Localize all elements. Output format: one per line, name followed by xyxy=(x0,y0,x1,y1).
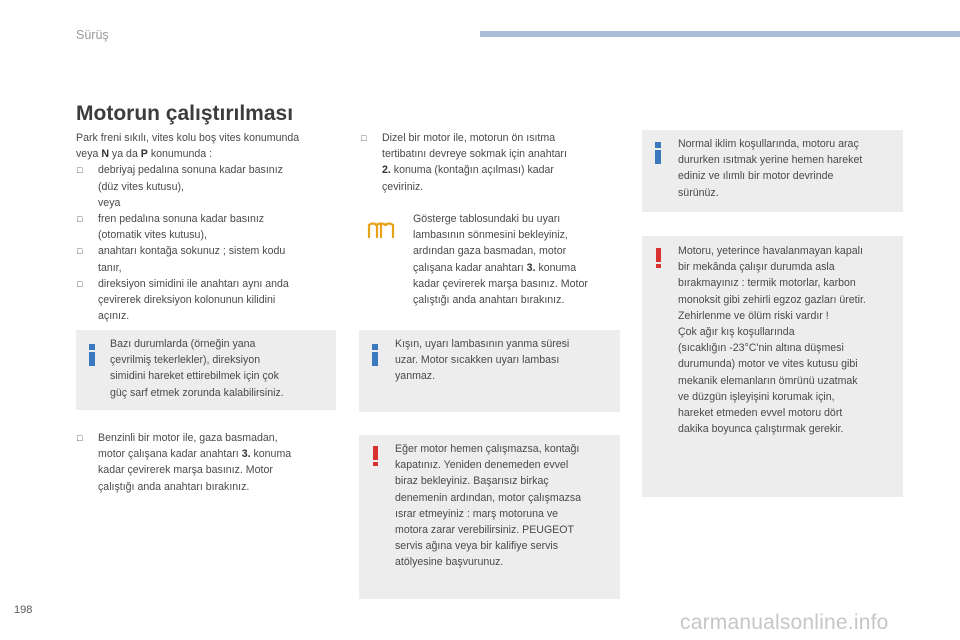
intro-text: Park freni sıkılı, vites kolu boş vites konumunda veya N ya da P konumunda : xyxy=(76,132,300,161)
warning-box-ventilation: Motoru, yeterince havalanmayan kapalı bir mekânda çalışır durumda asla bırakmayınız : termik motorlar, karbon monoksit gibi zehirli egzoz gazları üretir. Zehirlenme ve ölüm riski vardır ! Çok ağır kış koşullarında (sıcaklığın -23°C'nin altına düşmesi durumunda) motor ve vites kutusu gibi mekanik elemanların ömrünü uzatmak ve düzgün işleyişini korumak için, hareket etmeden evvel motoru dört dakika boyunca çalıştırmak gerekir. xyxy=(642,236,903,497)
info-icon xyxy=(88,344,96,366)
procedure-column-1 xyxy=(76,130,346,324)
list-item: □ direksiyon simidini ile anahtarı aynı anda çevirerek direksiyon kolonunun kilidini açınız. xyxy=(77,277,289,323)
checkbox-bullet-icon: □ xyxy=(361,133,367,143)
watermark: carmanualsonline.info xyxy=(680,611,889,634)
info-box-steering: Bazı durumlarda (örneğin yana çevrilmiş tekerlekler), direksiyon simidini hareket ettirebilmek için çok güç sarf etmek zorunda kalabilirsiniz. xyxy=(76,330,336,410)
page-number: 198 xyxy=(14,604,33,616)
info-box-warm-up: Normal iklim koşullarında, motoru araç dururken ısıtmak yerine hemen hareket ediniz ve ılımlı bir motor devrinde sürünüz. xyxy=(642,130,903,212)
list-item: □ fren pedalına sonuna kadar basınız (otomatik vites kutusu), xyxy=(77,213,265,242)
list-item: □ Benzinli bir motor ile, gaza basmadan, motor çalışana kadar anahtarı 3. konuma kadar çevirerek marşa basınız. Motor çalıştığı anda anahtarı bırakınız. xyxy=(77,432,292,493)
warning-box-engine-start: Eğer motor hemen çalışmazsa, kontağı kapatınız. Yeniden denemeden evvel biraz bekleyiniz. Başarısız birkaç denemenin ardından, motor çalışmazsa ısrar etmeyiniz : marş motoruna ve motora zarar verebilirsiniz. PEUGEOT servis ağına veya bir kalifiye servis atölyesine başvurunuz. xyxy=(359,435,620,599)
info-icon xyxy=(371,344,379,366)
glow-plug-instructions: Gösterge tablosundaki bu uyarı lambasının sönmesini bekleyiniz, ardından gaza basmadan, motor çalışana kadar anahtarı 3. konuma kadar çevirerek marşa basınız. Motor çalıştığı anda anahtarı bırakınız. xyxy=(413,213,588,307)
info-box-warning-lamp: Kışın, uyarı lambasının yanma süresi uzar. Motor sıcakken uyarı lambası yanmaz. xyxy=(359,330,620,412)
header-accent-bar xyxy=(480,31,960,37)
procedure-list xyxy=(76,162,346,324)
info-icon xyxy=(654,142,662,164)
checkbox-bullet-icon: □ xyxy=(77,278,83,289)
page-title: Motorun çalıştırılması xyxy=(76,102,294,125)
checkbox-bullet-icon: □ xyxy=(77,433,83,443)
section-label: Sürüş xyxy=(76,28,109,42)
list-item: □ anahtarı kontağa sokunuz ; sistem kodu tanır, xyxy=(77,245,286,274)
petrol-engine-instructions xyxy=(76,430,346,495)
diesel-engine-instructions xyxy=(360,130,620,195)
checkbox-bullet-icon: □ xyxy=(77,214,83,225)
glow-plug-icon xyxy=(367,222,395,240)
list-item: □ debriyaj pedalına sonuna kadar basınız (düz vites kutusu), veya xyxy=(77,164,283,209)
warning-icon xyxy=(654,248,662,268)
list-item: □ Dizel bir motor ile, motorun ön ısıtma tertibatını devreye sokmak için anahtarı 2. konuma (kontağın açılması) kadar çeviriniz. xyxy=(361,132,567,193)
checkbox-bullet-icon: □ xyxy=(77,246,83,257)
warning-icon xyxy=(371,446,379,466)
checkbox-bullet-icon: □ xyxy=(77,165,83,176)
